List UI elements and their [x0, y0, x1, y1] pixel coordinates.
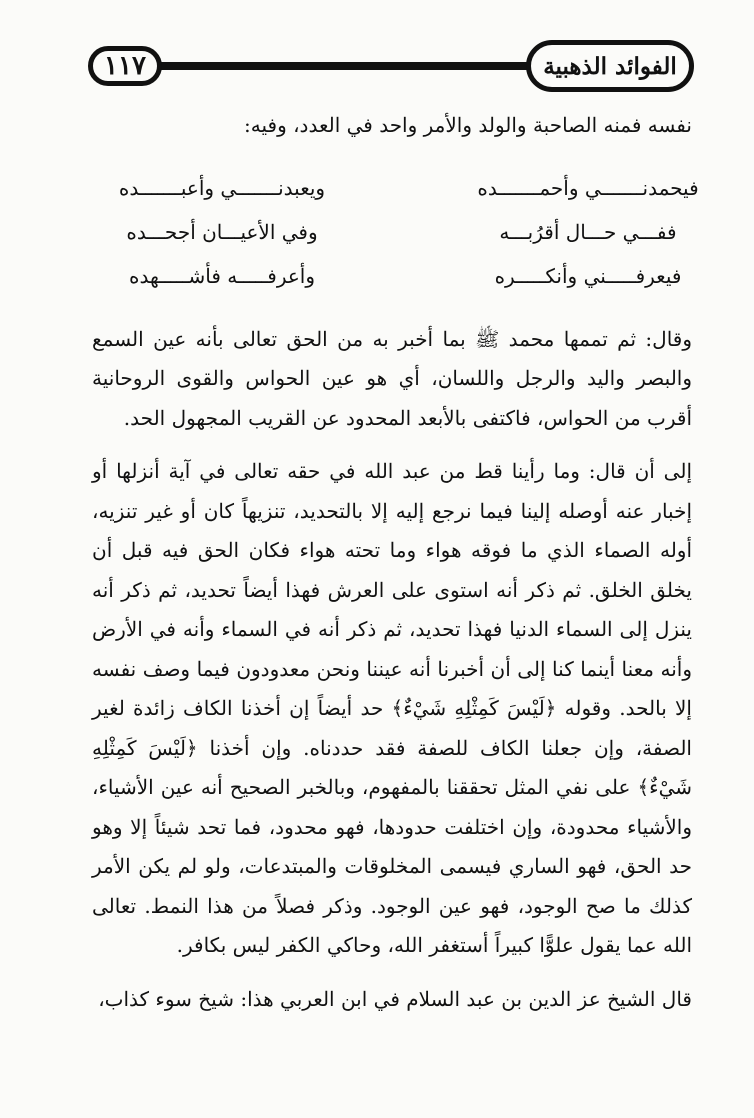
verse-first-hemistich: فيعرفـــــني وأنكـــــره — [494, 263, 682, 288]
paragraph: قال الشيخ عز الدين بن عبد السلام في ابن العربي هذا: شيخ سوء كذاب، — [98, 986, 692, 1011]
verse-second-hemistich: ويعبدنـــــــي وأعبـــــــده — [118, 175, 326, 200]
header-rule — [130, 62, 554, 70]
intro-line: نفسه فمنه الصاحبة والولد والأمر واحد في العدد، وفيه: — [244, 113, 692, 137]
verse-first-hemistich: فيحمدنـــــــي وأحمـــــــده — [477, 175, 699, 200]
poem-verse — [92, 254, 718, 298]
paragraph: إلى أن قال: وما رأينا قط من عبد الله في حقه تعالى في آية أنزلها أو إخبار عنه أوصله إلينا فيما نرجع إليه إلا بالتحديد، تنزيهاً كان أو غير تنزيه، أوله الصماء الذي ما فوقه هواء وما تحته هواء فكان الحق فيه قبل أن يخلق الخلق. ثم ذكر أنه استوى على العرش فهذا أيضاً تحديد، ثم ذكر أنه ينزل إلى السماء الدنيا فهذا تحديد، ثم ذكر أنه في السماء وأنه في الأرض وأنه معنا أينما كنا إلى أن أخبرنا أنه عيننا ونحن معدودون فيما وصف نفسه إلا بالحد. وقوله ﴿لَيْسَ كَمِثْلِهِ شَيْءٌ﴾ حد أيضاً إن أخذنا الكاف زائدة لغير الصفة، وإن جعلنا الكاف للصفة فقد حددناه. وإن أخذنا ﴿لَيْسَ كَمِثْلِهِ شَيْءٌ﴾ على نفي المثل تحققنا بالمفهوم، وبالخبر الصحيح أنه عين الأشياء، والأشياء محدودة، وإن اختلفت حدودها، فهو محدود، فما تحد شيئاً إلا وهو حد الحق، فهو الساري فيسمى المخلوقات والمبتدعات، ولو لم يكن الأمر كذلك ما صح الوجود، فهو عين الوجود. وذكر فصلاً من هذا النمط. تعالى الله عما يقول علوًّا كبيراً أستغفر الله، وحاكي الكفر ليس بكافر. — [92, 459, 692, 957]
page-number: ١١٧ — [88, 46, 162, 86]
page-header — [70, 40, 694, 102]
verse-second-hemistich: وأعرفـــــه فأشـــــهده — [128, 263, 316, 288]
poem-verse — [92, 166, 718, 210]
poem-verse — [92, 210, 718, 254]
verse-first-hemistich: ففـــي حـــال أقرُبـــه — [499, 219, 677, 244]
running-title: الفوائد الذهبية — [526, 40, 694, 92]
poem — [92, 166, 718, 298]
paragraph: وقال: ثم تممها محمد ﷺ بما أخبر به من الحق تعالى بأنه عين السمع والبصر واليد والرجل واللسان، أي هو عين الحواس والقوى الروحانية أقرب من الحواس، فاكتفى بالأبعد المحدود عن القريب المجهول الحد. — [92, 326, 692, 430]
page-body — [92, 106, 699, 1019]
verse-second-hemistich: وفي الأعيـــان أجحـــده — [126, 219, 318, 244]
